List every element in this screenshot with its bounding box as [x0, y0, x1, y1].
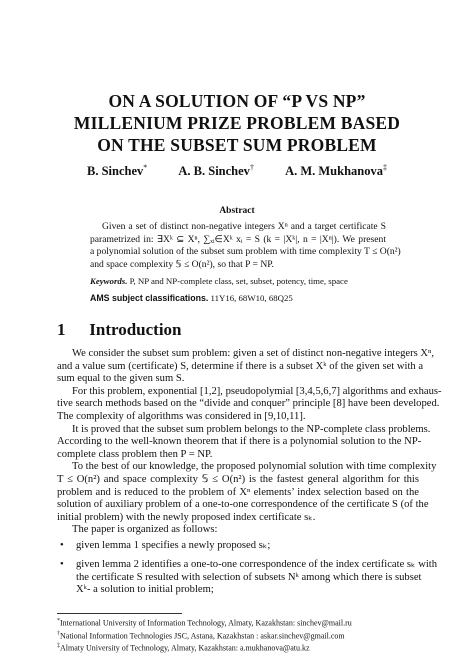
footnote-text: International University of Information Technology, Almaty, Kazakhstan: sinchev@mail.ru: [60, 618, 352, 628]
abstract-line: Given a set of distinct non-negative integers Xⁿ and a target certificate S: [102, 221, 386, 232]
author-mark: ‡: [383, 163, 387, 172]
footnote-mark: ‡: [57, 643, 60, 650]
section-heading: [57, 320, 182, 340]
author: [178, 164, 254, 178]
footnotes: [57, 616, 427, 654]
abstract-line: a polynomial solution of the subset sum problem with time complexity T ≤ O(n²): [90, 246, 401, 258]
list-item-line: given lemma 2 identifies a one-to-one correspondence of the index certificate sₖ with: [76, 559, 438, 570]
list-item: [57, 559, 438, 597]
body-line: The complexity of algorithms was considered in [9,10,11].: [57, 410, 306, 422]
body-line: complete class problem then P = NP.: [57, 448, 213, 460]
body-line: initial problem) with the newly proposed index certificate sₖ.: [57, 511, 316, 523]
list-item: [57, 540, 419, 553]
body-line: T ≤ O(n²) and space complexity 𝕊 ≤ O(n²) is the fastest general algorithm for this: [57, 473, 419, 485]
footnote-mark: *: [57, 618, 60, 624]
footnote: [57, 616, 427, 629]
bullet-icon: •: [60, 540, 64, 551]
author: [87, 164, 147, 178]
title-line: ON THE SUBSET SUM PROBLEM: [97, 135, 377, 155]
footnote-text: National Information Technologies JSC, Astana, Kazakhstan : askar.sinchev@gmail.com: [60, 631, 345, 641]
abstract-heading: Abstract: [219, 206, 255, 216]
body-line: tive search methods based on the “divide and conquer” principle [8] have been developed.: [57, 398, 440, 410]
ams-codes: 11Y16, 68W10, 68Q25: [210, 293, 293, 303]
author-mark: †: [249, 163, 254, 172]
bullet-icon: •: [60, 559, 64, 570]
body-line: For this problem, exponential [1,2], pseudopolymial [3,4,5,6,7] algorithms and exhaus-: [72, 385, 442, 397]
body-line: and a value sum (certificate) S, determine if there is a subset Xᵏ of the given set with a: [57, 360, 424, 372]
body-line: To the best of our knowledge, the proposed polynomial solution with time complexity: [72, 461, 437, 473]
footnote: [57, 641, 427, 654]
abstract-body: [90, 221, 401, 271]
body-line: The paper is organized as follows:: [72, 524, 218, 536]
list-item-line: the certificate S resulted with selection of subsets Nᵏ among which there is subset: [76, 571, 422, 583]
footnote-rule: [57, 613, 182, 614]
abstract-line: and space complexity 𝕊 ≤ O(n²), so that P = NP.: [90, 258, 274, 270]
keywords-text: P, NP and NP-complete class, set, subset, potency, time, space: [129, 276, 348, 286]
body-line: problem and is reduced to the problem of Xⁿ elements’ index selection based on the: [57, 486, 419, 498]
ams-label: AMS subject classifications.: [90, 293, 209, 303]
keywords: [90, 276, 390, 286]
body-line: solution of auxiliary problem of a one-to-one correspondence of the certificate S (of the: [57, 499, 429, 511]
author-list: [0, 163, 474, 179]
paper-title: [0, 90, 474, 156]
keywords-label: Keywords.: [90, 276, 128, 286]
author-mark: *: [143, 163, 148, 172]
ams-classification: [90, 293, 390, 303]
title-line: ON A SOLUTION OF “P VS NP”: [108, 91, 366, 111]
section-title: Introduction: [89, 320, 182, 339]
body-line: It is proved that the subset sum problem belongs to the NP-complete class problems.: [72, 423, 431, 435]
body-text: [57, 348, 442, 537]
body-line: We consider the subset sum problem: given a set of distinct non-negative integers Xⁿ,: [72, 348, 434, 359]
footnote-text: Almaty University of Technology, Almaty, Kazakhstan: a.mukhanova@atu.kz: [60, 643, 310, 653]
list-item-line: given lemma 1 specifies a newly proposed sₖ;: [76, 540, 271, 551]
section-number: 1: [57, 320, 66, 339]
footnote: [57, 629, 427, 642]
author-name: B. Sinchev: [87, 164, 144, 179]
title-line: MILLENIUM PRIZE PROBLEM BASED: [73, 113, 401, 133]
abstract-line: parametrized in: ∃Xᵏ ⊆ Xⁿ, ∑ₓᵢ∈Xᵏ xᵢ = S (k = |Xᵏ|, n = |Xⁿ|). We present: [90, 233, 386, 245]
body-line: sum equal to the given sum S.: [57, 373, 185, 385]
author: [285, 164, 387, 178]
body-line: According to the well-known theorem that if there is a polynomial solution to the NP-: [57, 436, 422, 448]
author-name: A. B. Sinchev: [178, 164, 250, 179]
author-name: A. M. Mukhanova: [285, 164, 383, 179]
list-item-line: Xᵏ- a solution to initial problem;: [76, 584, 214, 596]
footnote-mark: †: [57, 630, 60, 637]
